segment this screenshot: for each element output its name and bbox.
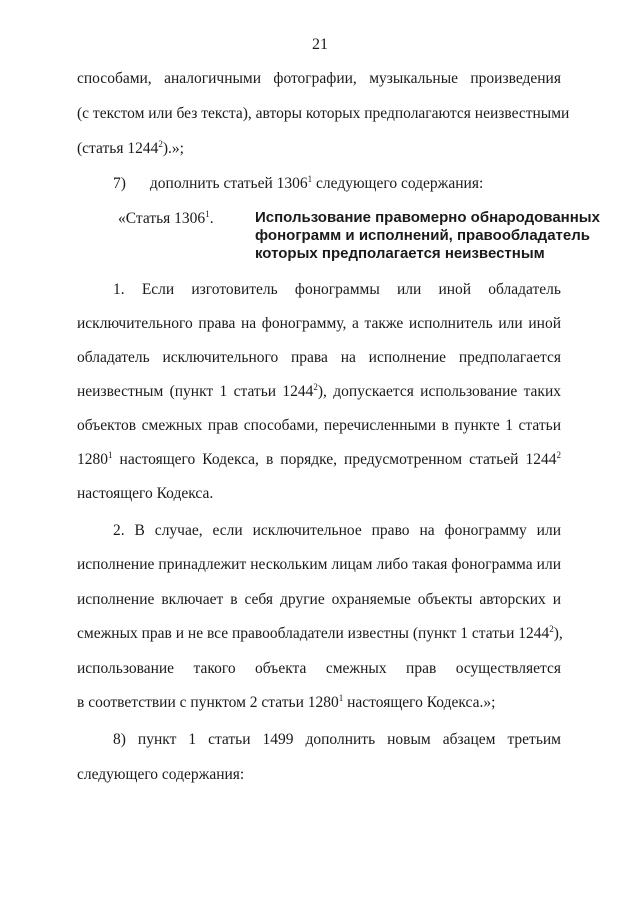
article-title-line: фонограмм и исполнений, правообладатель: [255, 227, 590, 244]
paragraph-1-line: 1. Если изготовитель фонограммы или иной обладатель: [113, 281, 561, 298]
text-line: (с текстом или без текста), авторы которых предполагаются неизвестными: [77, 105, 570, 122]
paragraph-2-line: использование такого объекта смежных прав осуществляется: [77, 660, 561, 677]
article-label: «Статья 1306$^1$.: [118, 209, 214, 227]
text-line: способами, аналогичными фотографии, музыкальные произведения: [77, 70, 561, 87]
paragraph-2-line: исполнение включает в себя другие охраняемые объекты авторских и: [77, 591, 561, 608]
paragraph-1-line: исключительного права на фонограмму, а также исполнитель или иной: [77, 315, 561, 332]
text-line: (статья 1244$^2$).»;: [77, 139, 184, 157]
item-number: 7): [113, 175, 126, 192]
paragraph-2-line: исполнение принадлежит нескольким лицам либо такая фонограмма или: [77, 556, 561, 573]
paragraph-1-line: настоящего Кодекса.: [77, 485, 214, 502]
paragraph-2-line: 2. В случае, если исключительное право на фонограмму или: [113, 522, 561, 539]
paragraph-2-line: смежных прав и не все правообладатели известны (пункт 1 статьи 1244$^2$),: [77, 624, 563, 642]
article-title-line: Использование правомерно обнародованных: [255, 209, 600, 226]
paragraph-1-line: обладатель исключительного права на исполнение предполагается: [77, 349, 561, 366]
article-title-line: которых предполагается неизвестным: [255, 245, 545, 262]
paragraph-2-line: в соответствии с пунктом 2 статьи 1280$^1$ настоящего Кодекса.»;: [77, 693, 496, 711]
paragraph-1-line: объектов смежных прав способами, перечисленными в пункте 1 статьи: [77, 417, 561, 434]
list-item-7: 7) дополнить статьей 1306$^1$ следующего содержания:: [113, 174, 484, 192]
page-number: 21: [312, 36, 328, 53]
paragraph-1-line: 1280$^1$ настоящего Кодекса, в порядке, предусмотренном статьей 1244$^2$: [77, 450, 561, 468]
list-item-8-continuation: следующего содержания:: [77, 766, 245, 783]
list-item-8: 8) пункт 1 статьи 1499 дополнить новым абзацем третьим: [113, 731, 561, 748]
paragraph-1-line: неизвестным (пункт 1 статьи 1244$^2$), допускается использование таких: [77, 382, 561, 400]
article-title: [255, 209, 600, 263]
